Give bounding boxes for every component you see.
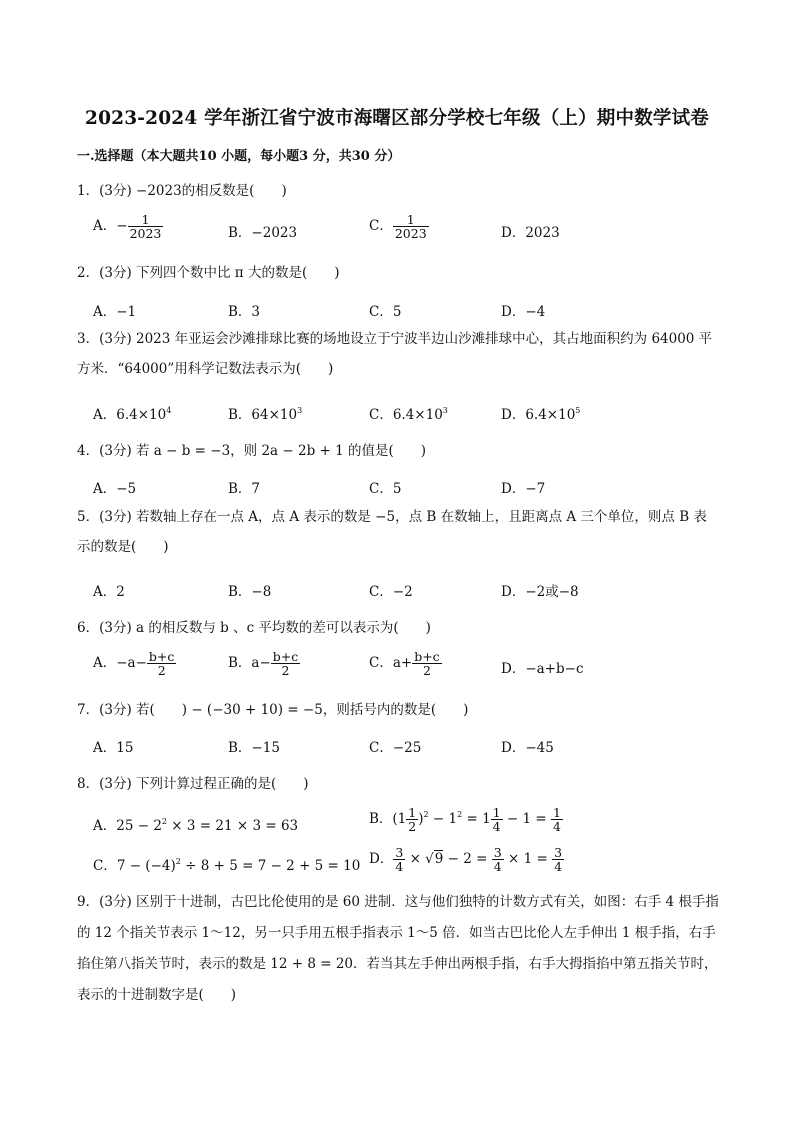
q8-option-a: A．$25 - 2^2 \times 3 = 21 \times 3 = 63$ (93, 817, 299, 834)
q5-option-d: D．−2或−8 (501, 584, 579, 600)
page-title: 2023-2024 学年浙江省宁波市海曙区部分学校七年级（上）期中数学试卷 (85, 108, 709, 129)
q4-option-a: A．−5 (93, 481, 137, 497)
question-9: 9．(3分) 区别于十进制，古巴比伦使用的是 60 进制．这与他们独特的计数方式有关，如图：右手 4 根手指的 12 个指关节表示 1～12，另一只手用五根手指表示 1～5 倍．如当古巴比伦人左手伸出 1 根手指，右手掐住第八指关节时，表示的数是 12 + 8 = 20．若当其左手伸出两根手指，右手大拇指掐中第五指关节时，表示的十进制数字是( ) (77, 894, 719, 1003)
q2-option-c: C．5 (369, 304, 402, 320)
q8-option-d: D． $\frac{3}{4}$ × √9 − 2 = $\frac{3}{4}$ × 1 = $\frac{3}{4}$ (369, 845, 563, 875)
q2-option-d: D．−4 (501, 304, 546, 320)
q2-option-b: B．3 (228, 304, 261, 320)
q2-option-a: A．−1 (93, 304, 137, 320)
q3-option-c: C．$6.4\times 10^3$ (369, 406, 448, 423)
q3-option-d: D．$6.4\times 10^5$ (501, 406, 581, 423)
q7-option-a: A．15 (93, 740, 134, 756)
q6-option-b: B．a− $\frac{b+c}{2}$ (228, 649, 299, 679)
question-3: 3．(3分) 2023 年亚运会沙滩排球比赛的场地设立于宁波半边山沙滩排球中心，其占地面积约为 64000 平方米．“64000”用科学记数法表示为( ) (77, 331, 713, 377)
q1-option-c: C． $\frac{1}{2023}$ (369, 212, 427, 242)
question-7: 7．(3分) 若( ) − (−30 + 10) = −5，则括号内的数是( ) (77, 702, 469, 718)
q7-option-c: C．−25 (369, 740, 422, 756)
q4-option-b: B．7 (228, 481, 261, 497)
q6-option-a: A．−a− $\frac{b+c}{2}$ (93, 649, 175, 679)
q6-option-d: D．−a+b−c (501, 661, 584, 677)
q1-option-a: A．− $\frac{1}{2023}$ (93, 212, 162, 242)
q7-option-d: D．−45 (501, 740, 554, 756)
q8-option-c: C．$7 - (-4)^2 \div 8 + 5 = 7 - 2 + 5 = 10$ (93, 857, 361, 874)
section-heading: 一.选择题（本大题共10 小题，每小题3 分，共30 分） (77, 149, 401, 164)
q7-option-b: B．−15 (228, 740, 280, 756)
question-1: 1．(3分) −2023的相反数是( ) (77, 183, 287, 199)
q5-option-a: A．2 (93, 584, 125, 600)
q3-option-a: A．$6.4\times 10^4$ (93, 406, 172, 423)
q5-option-c: C．−2 (369, 584, 413, 600)
q8-option-b: B．(1 $\frac{1}{2}$ )$^2 - 1^2 = 1$ $\frac{1}{4}$ − 1 = $\frac{1}{4}$ (369, 805, 561, 835)
question-5: 5．(3分) 若数轴上存在一点 A，点 A 表示的数是 −5，点 B 在数轴上，且距离点 A 三个单位，则点 B 表示的数是( ) (77, 509, 707, 555)
q1-option-b: B．−2023 (228, 225, 298, 241)
question-4: 4．(3分) 若 a − b = −3，则 2a − 2b + 1 的值是( ) (77, 443, 427, 459)
q1-option-d: D．2023 (501, 225, 560, 241)
q6-option-c: C．a+ $\frac{b+c}{2}$ (369, 649, 440, 679)
q5-option-b: B．−8 (228, 584, 272, 600)
question-6: 6．(3分) a 的相反数与 b 、c 平均数的差可以表示为( ) (77, 620, 431, 636)
q4-option-c: C．5 (369, 481, 402, 497)
q4-option-d: D．−7 (501, 481, 546, 497)
question-8: 8．(3分) 下列计算过程正确的是( ) (77, 776, 309, 792)
question-2: 2．(3分) 下列四个数中比 π 大的数是( ) (77, 265, 340, 281)
q3-option-b: B．$64\times 10^3$ (228, 406, 303, 423)
